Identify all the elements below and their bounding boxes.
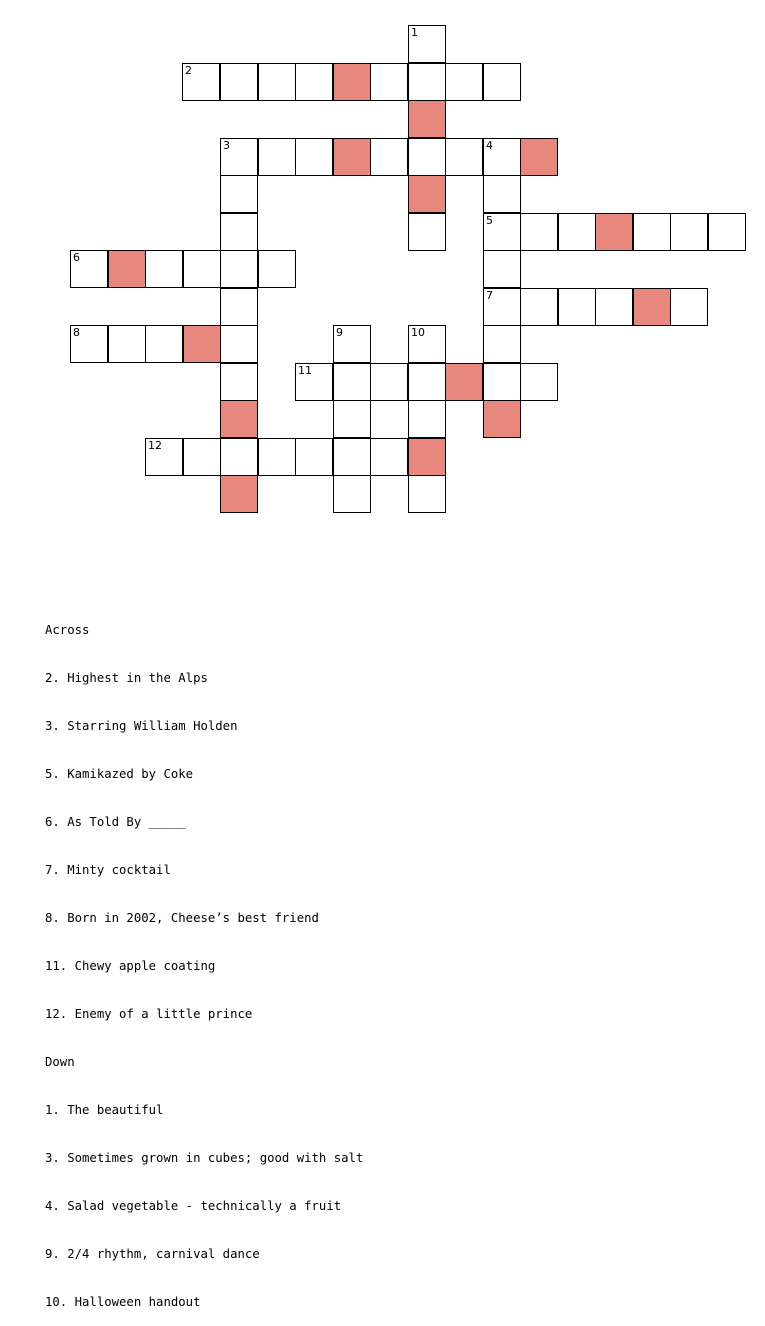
crossword-cell-highlighted[interactable] [445,363,483,401]
clue-down-3: 3. Sometimes grown in cubes; good with salt [45,1151,364,1165]
clue-number: 9 [336,326,343,339]
crossword-cell[interactable] [370,438,408,476]
clue-across-7: 7. Minty cocktail [45,863,171,877]
crossword-cell-highlighted[interactable] [408,175,446,213]
crossword-cell[interactable] [520,213,558,251]
crossword-cell[interactable] [220,363,258,401]
clue-number: 10 [411,326,425,339]
crossword-cell[interactable] [520,288,558,326]
clue-number: 1 [411,26,418,39]
crossword-cell[interactable] [370,138,408,176]
crossword-cell[interactable] [408,63,446,101]
crossword-cell-highlighted[interactable] [220,400,258,438]
crossword-cell[interactable] [295,63,333,101]
clue-number: 11 [298,364,312,377]
across-heading: Across [45,623,90,637]
clue-across-8: 8. Born in 2002, Cheese’s best friend [45,911,319,925]
clue-across-11: 11. Chewy apple coating [45,959,216,973]
crossword-cell[interactable] [70,250,108,288]
crossword-cell-highlighted[interactable] [108,250,146,288]
clue-number: 5 [486,214,493,227]
clue-number: 6 [73,251,80,264]
clue-across-5: 5. Kamikazed by Coke [45,767,194,781]
crossword-cell[interactable] [408,475,446,513]
crossword-cell[interactable] [258,138,296,176]
down-heading: Down [45,1055,75,1069]
crossword-cell[interactable] [483,325,521,363]
crossword-cell[interactable] [220,438,258,476]
crossword-cell[interactable] [558,213,596,251]
crossword-cell-highlighted[interactable] [408,100,446,138]
crossword-cell-highlighted[interactable] [333,63,371,101]
crossword-cell[interactable] [333,400,371,438]
crossword-cell-highlighted[interactable] [595,213,633,251]
crossword-cell[interactable] [445,63,483,101]
crossword-cell[interactable] [408,25,446,63]
crossword-cell[interactable] [145,250,183,288]
crossword-cell[interactable] [408,400,446,438]
crossword-cell[interactable] [483,138,521,176]
crossword-cell-highlighted[interactable] [520,138,558,176]
crossword-cell[interactable] [370,363,408,401]
crossword-cell[interactable] [258,438,296,476]
crossword-cell[interactable] [295,138,333,176]
crossword-cell[interactable] [220,175,258,213]
crossword-cell[interactable] [333,325,371,363]
crossword-cell[interactable] [445,138,483,176]
crossword-cell-highlighted[interactable] [333,138,371,176]
crossword-cell[interactable] [408,213,446,251]
clue-across-3: 3. Starring William Holden [45,719,238,733]
crossword-cell-highlighted[interactable] [183,325,221,363]
crossword-cell[interactable] [258,63,296,101]
crossword-cell[interactable] [483,288,521,326]
clue-across-2: 2. Highest in the Alps [45,671,208,685]
crossword-cell[interactable] [408,325,446,363]
clue-number: 8 [73,326,80,339]
crossword-cell[interactable] [483,363,521,401]
crossword-cell[interactable] [183,250,221,288]
crossword-cell-highlighted[interactable] [483,400,521,438]
crossword-cell[interactable] [220,325,258,363]
crossword-cell[interactable] [370,63,408,101]
clue-number: 4 [486,139,493,152]
clue-number: 12 [148,439,162,452]
crossword-cell[interactable] [220,288,258,326]
crossword-cell[interactable] [708,213,746,251]
crossword-cell[interactable] [145,438,183,476]
crossword-cell[interactable] [558,288,596,326]
crossword-cell[interactable] [258,250,296,288]
clue-number: 2 [185,64,192,77]
clue-across-6: 6. As Told By _____ [45,815,186,829]
crossword-cell[interactable] [108,325,146,363]
crossword-cell[interactable] [295,363,333,401]
crossword-cell[interactable] [220,213,258,251]
crossword-cell[interactable] [483,63,521,101]
clue-down-9: 9. 2/4 rhythm, carnival dance [45,1247,260,1261]
clue-number: 3 [223,139,230,152]
clue-down-1: 1. The beautiful [45,1103,164,1117]
crossword-cell[interactable] [220,250,258,288]
crossword-cell[interactable] [483,175,521,213]
crossword-cell[interactable] [408,138,446,176]
clue-across-12: 12. Enemy of a little prince [45,1007,253,1021]
clue-list [45,590,363,1326]
crossword-cell[interactable] [520,363,558,401]
crossword-cell-highlighted[interactable] [408,438,446,476]
crossword-grid [0,0,765,560]
crossword-cell[interactable] [145,325,183,363]
crossword-cell[interactable] [483,213,521,251]
crossword-cell[interactable] [295,438,333,476]
crossword-cell[interactable] [633,213,671,251]
crossword-cell[interactable] [333,475,371,513]
crossword-cell[interactable] [70,325,108,363]
crossword-cell-highlighted[interactable] [220,475,258,513]
crossword-cell[interactable] [220,63,258,101]
crossword-cell[interactable] [408,363,446,401]
crossword-cell[interactable] [333,438,371,476]
crossword-cell[interactable] [220,138,258,176]
crossword-cell-highlighted[interactable] [633,288,671,326]
crossword-cell[interactable] [595,288,633,326]
crossword-cell[interactable] [483,250,521,288]
crossword-cell[interactable] [670,213,708,251]
crossword-cell[interactable] [182,63,220,101]
crossword-cell[interactable] [333,363,371,401]
clue-number: 7 [486,289,493,302]
crossword-cell[interactable] [670,288,708,326]
crossword-cell[interactable] [183,438,221,476]
clue-down-4: 4. Salad vegetable - technically a fruit [45,1199,342,1213]
clue-down-10: 10. Halloween handout [45,1295,201,1309]
